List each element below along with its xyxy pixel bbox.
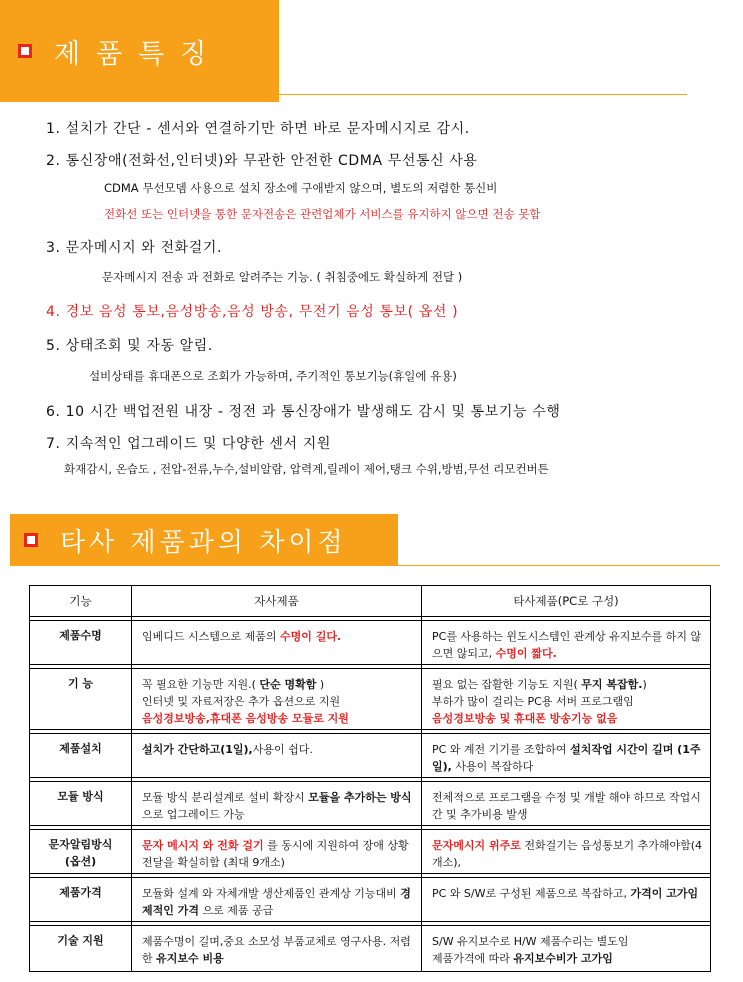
row-feature: 기술 지원 [30,926,132,972]
cell-text: 모듈화 설계 와 자체개발 생산제품인 관계상 기능대비 [142,887,401,900]
feature-7-detail: 화재감시, 온습도 , 전압-전류,누수,설비알람, 압력계,릴레이 제어,탱크 수위,방범,무선 리모컨버튼 [64,462,549,476]
table-row [30,782,711,826]
table-row [30,830,711,874]
header-feature: 기능 [30,586,132,617]
table-row [30,621,711,665]
cell-text: 꼭 필요한 기능만 지원.( [142,678,260,691]
cell-text: 무지 복잡함. [581,678,643,691]
row-feature: 제품설치 [30,734,132,778]
feature-1: 1. 설치가 간단 - 센서와 연결하기만 하면 바로 문자메시지로 감시. [46,121,470,137]
cell-text: 설치작업 시간이 길며 (1주일), [432,743,701,773]
row-theirs [422,782,711,826]
cell-text: 모듈을 추가하는 방식 [308,791,412,804]
cell-text: ) [642,678,647,691]
feature-3-detail: 문자메시지 전송 과 전화로 알려주는 기능. ( 취침중에도 확실하게 전달 ) [102,270,463,284]
cell-text: 유지보수비가 고가임 [513,952,613,965]
cell-text: 임베디드 시스템으로 제품의 [142,630,281,643]
row-ours [132,878,422,922]
row-feature: 기 능 [30,669,132,730]
table-row [30,669,711,730]
cell-text: PC 와 계전 기기를 조합하여 [432,743,571,756]
cell-text: 사용이 복잡하다 [451,760,534,773]
cell-text: 문자 메시지 와 전화 걸기 [142,839,264,852]
cell-text: PC 와 S/W로 구성된 제품으로 복잡하고, [432,887,631,900]
cell-text: 단순 명확함 [259,678,317,691]
cell-text: 전체적으로 프로그램을 수정 및 개발 해야 하므로 작업시간 및 추가비용 발생 [432,791,701,821]
row-theirs [422,669,711,730]
row-feature: 제품수명 [30,621,132,665]
cell-text: 제품가격에 따라 [432,952,514,965]
row-ours [132,734,422,778]
cell-text: 으로 제품 공급 [198,904,274,917]
cell-text: 모듈 방식 분리설계로 설비 확장시 [142,791,309,804]
row-theirs [422,734,711,778]
feature-2-detail: CDMA 무선모뎀 사용으로 설치 장소에 구애받지 않으며, 별도의 저렴한 통신비 [104,181,498,195]
checkbox-bullet-icon [24,533,38,547]
cell-text: S/W 유지보수로 H/W 제품수리는 별도임 [432,935,629,948]
cell-text: 사용이 쉽다. [252,743,313,756]
cell-text: 설치가 간단하고(1일), [142,743,253,756]
cell-text: ) [316,678,325,691]
cell-text: 경제적인 가격 [142,887,411,917]
cell-text: 음성경보방송,휴대폰 음성방송 모듈로 지원 [142,712,349,725]
table-row [30,926,711,972]
header-ours: 자사제품 [132,586,422,617]
row-feature: 제품가격 [30,878,132,922]
feature-5: 5. 상태조회 및 자동 알림. [46,338,213,354]
cell-text: 유지보수 비용 [156,952,224,965]
feature-5-detail: 설비상태를 휴대폰으로 조회가 가능하며, 주기적인 통보기능(휴일에 유용) [89,369,457,383]
row-feature: 문자알림방식 (옵션) [30,830,132,874]
cell-text: 를 동시에 지원하여 장애 상황전달을 확실히함 (최대 9개소) [142,839,409,869]
section-banner-comparison [10,514,398,566]
row-theirs [422,878,711,922]
row-ours [132,669,422,730]
row-theirs [422,830,711,874]
cell-text: 부하가 많이 걸리는 PC용 서버 프로그램임 [432,695,634,708]
cell-text: 문자메시지 위주로 [432,839,521,852]
divider [398,565,720,566]
feature-3: 3. 문자메시지 와 전화걸기. [46,240,222,256]
cell-text: PC를 사용하는 윈도시스템인 관계상 유지보수를 하지 않으면 않되고, [432,630,702,660]
row-ours [132,926,422,972]
header-theirs: 타사제품(PC로 구성) [422,586,711,617]
table-body [30,617,711,972]
row-ours [132,621,422,665]
feature-2: 2. 통신장애(전화선,인터넷)와 무관한 안전한 CDMA 무선통신 사용 [46,153,478,169]
table-header-row [30,586,711,617]
feature-2-warning: 전화선 또는 인터넷을 통한 문자전송은 관련업체가 서비스를 유지하지 않으면 전송 못함 [104,207,541,221]
feature-6: 6. 10 시간 백업전원 내장 - 정전 과 통신장애가 발생해도 감시 및 통보기능 수행 [46,404,561,420]
cell-text: 필요 없는 잡활한 기능도 지원( [432,678,582,691]
table-row [30,734,711,778]
row-theirs [422,926,711,972]
row-feature: 모듈 방식 [30,782,132,826]
row-ours [132,782,422,826]
cell-text: 인터넷 및 자료저장은 추가 옵션으로 지원 [142,695,341,708]
comparison-table [29,585,711,972]
feature-4: 4. 경보 음성 통보,음성방송,음성 방송, 무전기 음성 통보( 옵션 ) [46,304,459,320]
cell-text: 수명이 짧다. [495,647,557,660]
cell-text: 가격이 고가임 [630,887,699,900]
cell-text: 전화걸기는 음성통보기 추가해야함(4 개소), [432,839,703,869]
section-title: 제품특징 [54,38,223,70]
cell-text: 제품수명이 길며,중요 소모성 부품교체로 영구사용. 저렴한 [142,935,411,965]
cell-text: 음성경보방송 및 휴대폰 방송기능 없음 [432,712,618,725]
cell-text: 수명이 길다. [280,630,342,643]
feature-7: 7. 지속적인 업그레이드 및 다양한 센서 지원 [46,436,331,452]
table-row [30,878,711,922]
section-title: 타사 제품과의 차이점 [60,527,347,558]
row-theirs [422,621,711,665]
cell-text: 으로 업그레이드 가능 [142,808,245,821]
row-ours [132,830,422,874]
